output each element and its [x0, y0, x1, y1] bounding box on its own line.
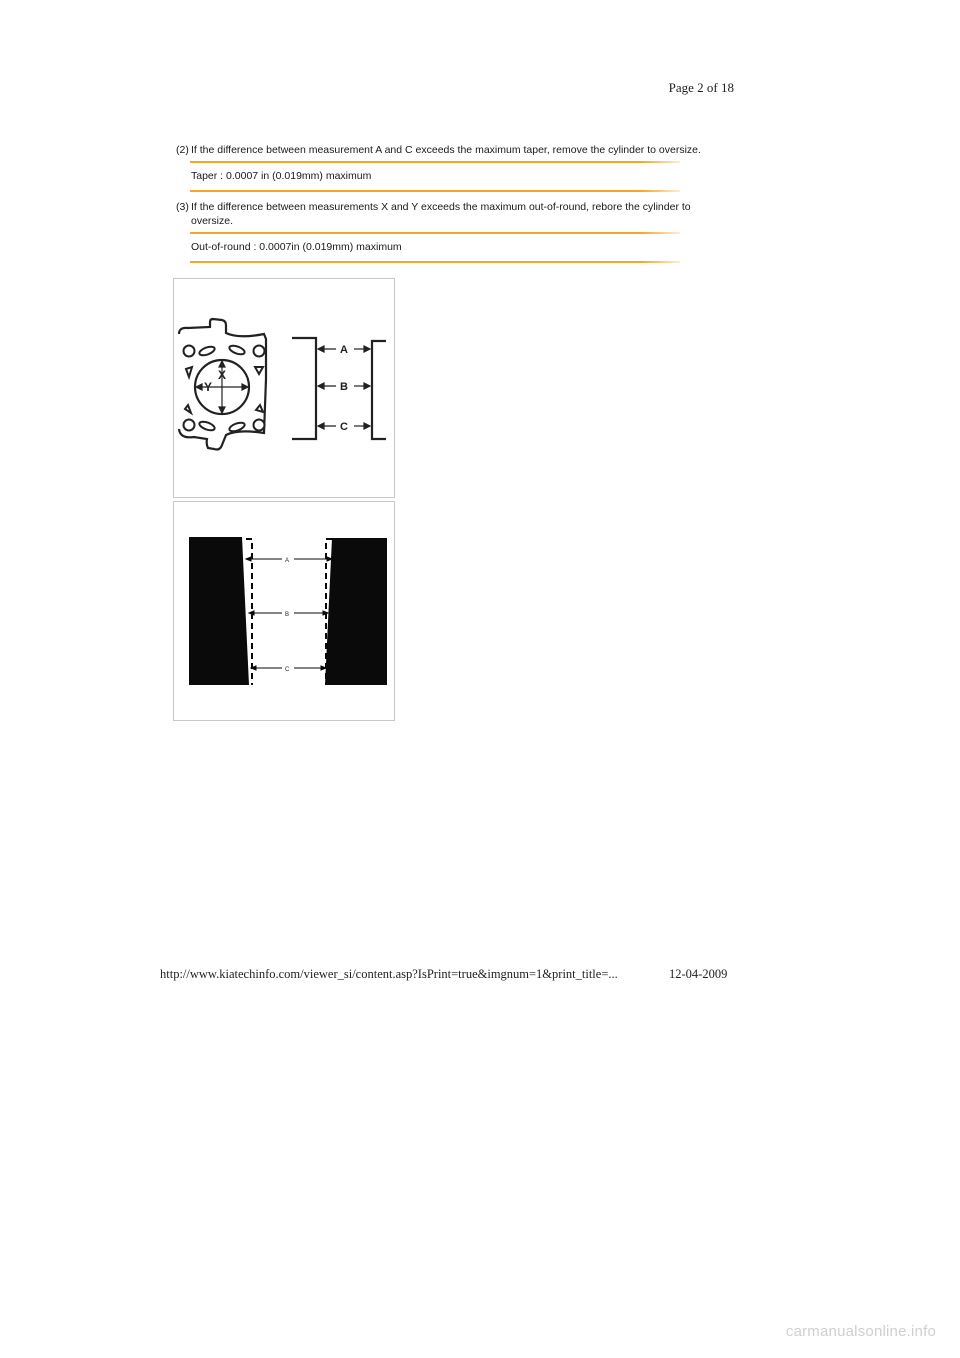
- spec-text: Out-of-round : 0.0007in (0.019mm) maximum: [191, 241, 402, 253]
- spec-taper: [190, 161, 681, 192]
- section-label-b: B: [285, 612, 290, 618]
- step-description: If the difference between measurements X and Y exceeds the maximum out-of-round, rebore the cylinder to oversize.: [191, 201, 691, 227]
- step-text: [176, 200, 716, 228]
- cylinder-wall-section-diagram: [173, 501, 395, 721]
- print-date: 12-04-2009: [669, 967, 728, 981]
- spec-rule-top: [190, 161, 680, 163]
- step-description: If the difference between measurement A and C exceeds the maximum taper, remove the cylinder to oversize.: [191, 144, 701, 156]
- step-number: (3): [176, 201, 189, 213]
- cylinder-section-svg: [174, 502, 394, 720]
- label-a: A: [340, 344, 348, 356]
- step-2: [176, 143, 716, 192]
- page-number: Page 2 of 18: [668, 80, 734, 95]
- step-text: [176, 143, 716, 157]
- label-b: B: [340, 381, 348, 393]
- spec-out-of-round: [190, 232, 681, 263]
- source-url: http://www.kiatechinfo.com/viewer_si/content.asp?IsPrint=true&imgnum=1&print_title=...: [160, 967, 618, 981]
- spec-rule-bottom: [190, 261, 680, 263]
- label-x: X: [218, 368, 227, 382]
- label-c: C: [340, 421, 348, 433]
- label-y: Y: [204, 380, 213, 394]
- cylinder-bore-diagram-svg: [174, 279, 394, 497]
- section-label-c: C: [285, 667, 290, 673]
- step-number: (2): [176, 144, 189, 156]
- procedure-steps: [176, 143, 716, 263]
- cylinder-measurement-diagram: [173, 278, 395, 498]
- section-label-a: A: [285, 558, 290, 564]
- spec-text: Taper : 0.0007 in (0.019mm) maximum: [191, 170, 372, 182]
- spec-rule-bottom: [190, 190, 680, 192]
- spec-rule-top: [190, 232, 680, 234]
- watermark-text: carmanualsonline.info: [785, 1323, 936, 1340]
- step-3: [176, 200, 716, 263]
